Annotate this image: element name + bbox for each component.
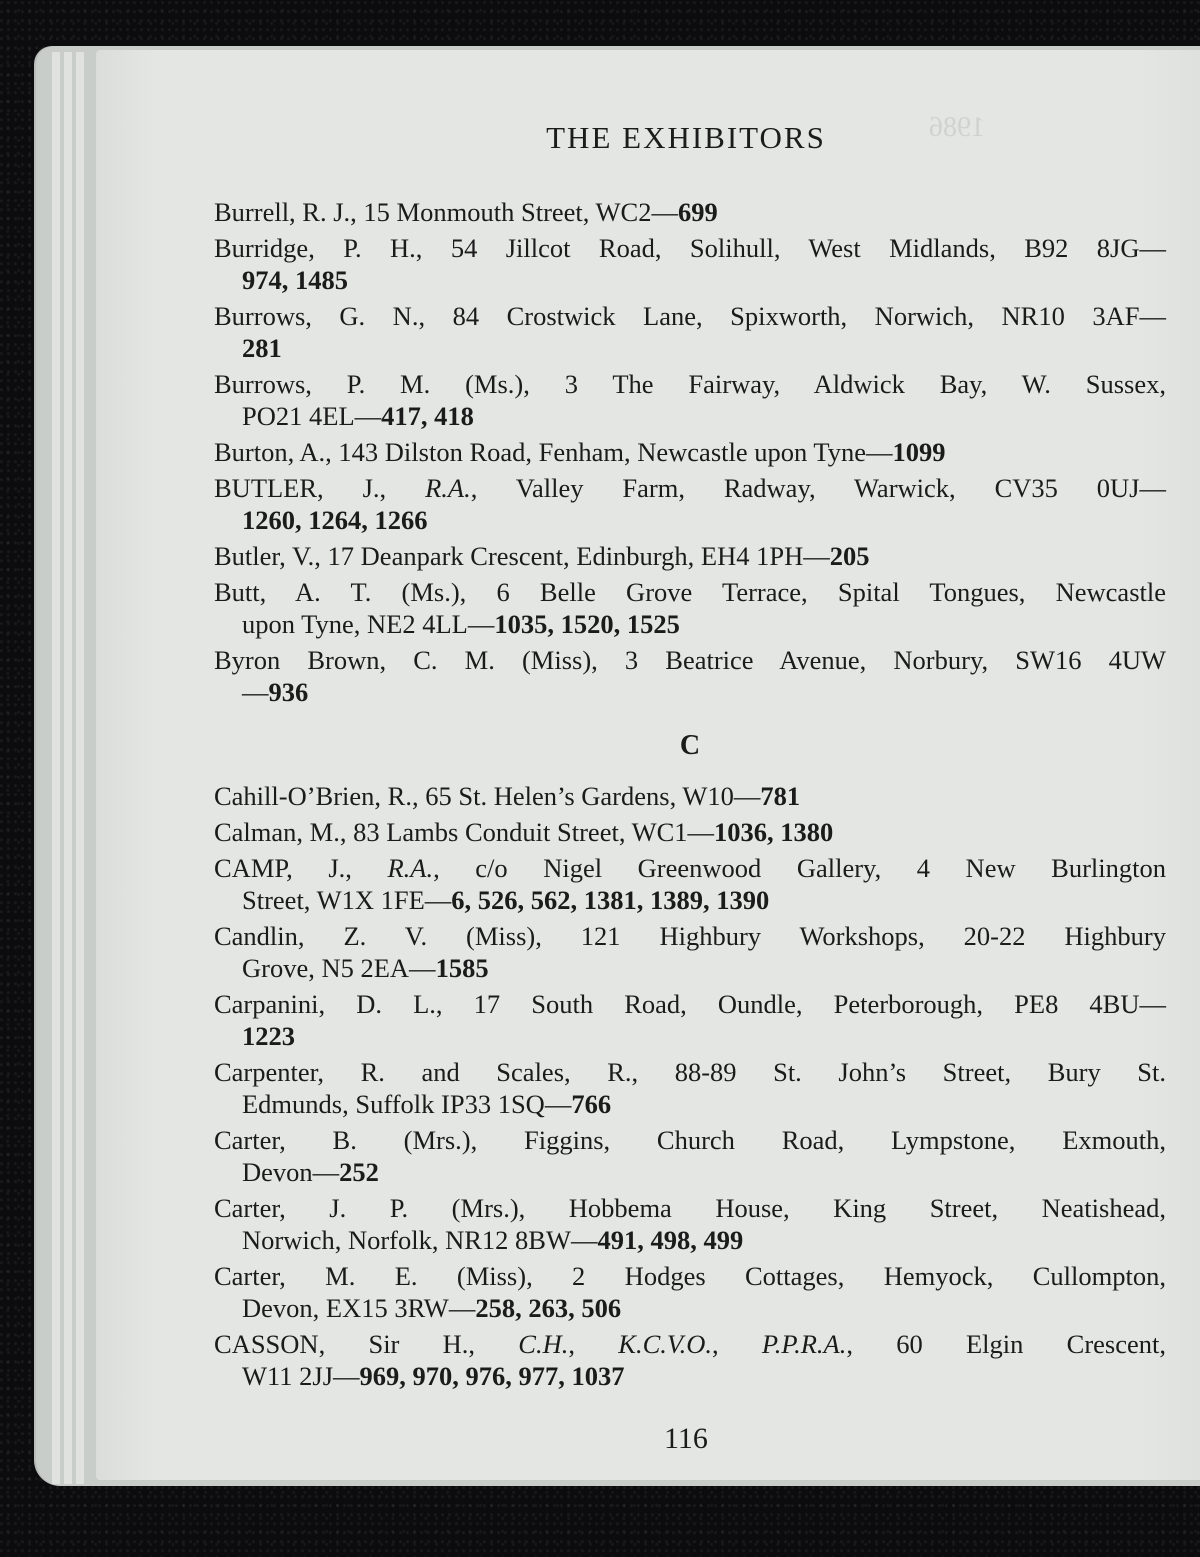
exhibit-numbers: 1223 [242, 1021, 295, 1051]
exhibitor-entry [214, 436, 1166, 468]
exhibit-numbers: 258, 263, 506 [475, 1293, 622, 1323]
show-through-folio: 1986 [929, 112, 985, 143]
entry-line [214, 608, 1166, 640]
exhibit-numbers: 252 [339, 1157, 379, 1187]
entry-line [214, 1328, 1166, 1360]
exhibitor-entry [214, 816, 1166, 848]
entry-line [214, 300, 1166, 332]
exhibitor-entry [214, 300, 1166, 364]
entry-line [214, 368, 1166, 400]
exhibitor-entry [214, 540, 1166, 572]
entry-address-text: Cahill-O’Brien, R., 65 St. Helen’s Gardens, W10— [214, 781, 761, 811]
exhibit-numbers: 936 [268, 677, 309, 707]
entry-address-text: Street, W1X 1FE— [242, 885, 452, 915]
entry-line [214, 1292, 1166, 1324]
entry-address-text: Byron Brown, C. M. (Miss), 3 Beatrice Avenue, Norbury, SW16 4UW [214, 645, 1166, 675]
entry-address-text: W11 2JJ— [242, 1361, 360, 1391]
entry-line [214, 816, 1166, 848]
entry-address-text: Norwich, Norfolk, NR12 8BW— [242, 1225, 598, 1255]
entry-address-text: Butler, V., 17 Deanpark Crescent, Edinburgh, EH4 1PH— [214, 541, 830, 571]
exhibit-numbers: 1099 [892, 437, 946, 467]
exhibitor-entry [214, 1328, 1166, 1392]
exhibit-numbers: 974, 1485 [242, 265, 348, 295]
entry-line [214, 1088, 1166, 1120]
entry-address-text: Burrows, G. N., 84 Crostwick Lane, Spixworth, Norwich, NR10 3AF— [214, 301, 1166, 331]
entry-line [214, 1156, 1166, 1188]
exhibit-numbers: 1036, 1380 [714, 817, 834, 847]
entry-line [214, 1260, 1166, 1292]
exhibit-numbers: 1260, 1264, 1266 [242, 505, 428, 535]
entry-address-text: Burton, A., 143 Dilston Road, Fenham, Newcastle upon Tyne— [214, 437, 893, 467]
exhibitor-entry [214, 232, 1166, 296]
entry-line [214, 472, 1166, 504]
exhibitor-entry [214, 196, 1166, 228]
entry-address-text: Candlin, Z. V. (Miss), 121 Highbury Workshops, 20-22 Highbury [214, 921, 1166, 951]
exhibitor-entry [214, 472, 1166, 536]
section-letter-c: C [679, 730, 701, 761]
exhibitor-entry [214, 920, 1166, 984]
entry-address-text: PO21 4EL— [242, 401, 382, 431]
exhibit-numbers: 781 [760, 781, 801, 811]
entry-line [214, 436, 1166, 468]
entry-address-text: Butt, A. T. (Ms.), 6 Belle Grove Terrace, Spital Tongues, Newcastle [214, 577, 1166, 607]
entry-line [214, 332, 1166, 364]
entry-line [214, 884, 1166, 916]
exhibitor-entry [214, 1124, 1166, 1188]
entry-line [214, 988, 1166, 1020]
entry-address-text: Carter, B. (Mrs.), Figgins, Church Road, Lympstone, Exmouth, [214, 1125, 1166, 1155]
entry-address-text: CAMP, J., R.A., c/o Nigel Greenwood Gallery, 4 New Burlington [214, 853, 1166, 883]
entry-address-text: Carter, M. E. (Miss), 2 Hodges Cottages, Hemyock, Cullompton, [214, 1261, 1166, 1291]
entry-line [214, 1056, 1166, 1088]
entry-address-text: Grove, N5 2EA— [242, 953, 436, 983]
entry-line [214, 264, 1166, 296]
entry-line [214, 400, 1166, 432]
exhibit-numbers: 205 [829, 541, 870, 571]
entry-address-text: Carter, J. P. (Mrs.), Hobbema House, King Street, Neatishead, [214, 1193, 1166, 1223]
entry-line [214, 1224, 1166, 1256]
exhibit-numbers: 766 [571, 1089, 612, 1119]
entry-line [214, 1124, 1166, 1156]
exhibitor-entry [214, 1192, 1166, 1256]
entry-address-text: Edmunds, Suffolk IP33 1SQ— [242, 1089, 572, 1119]
entry-address-text: Carpenter, R. and Scales, R., 88-89 St. John’s Street, Bury St. [214, 1057, 1166, 1087]
entry-line [214, 196, 1166, 228]
page-edge [64, 52, 72, 1484]
exhibit-numbers: 699 [677, 197, 718, 227]
entry-line [214, 504, 1166, 536]
exhibitor-list [214, 196, 1166, 1396]
exhibitor-entry [214, 988, 1166, 1052]
exhibit-numbers: 6, 526, 562, 1381, 1389, 1390 [451, 885, 770, 915]
entry-line [214, 232, 1166, 264]
exhibit-numbers: 281 [242, 333, 282, 363]
exhibitor-entry [214, 644, 1166, 708]
entry-address-text: Burrows, P. M. (Ms.), 3 The Fairway, Aldwick Bay, W. Sussex, [214, 369, 1166, 399]
running-head: THE EXHIBITORS [546, 120, 826, 155]
exhibit-numbers: 491, 498, 499 [597, 1225, 744, 1255]
exhibitor-entry [214, 576, 1166, 640]
page-edge [52, 52, 60, 1484]
entry-address-text: — [242, 677, 269, 707]
entry-address-text: Devon, EX15 3RW— [242, 1293, 476, 1323]
entry-address-text: CASSON, Sir H., C.H., K.C.V.O., P.P.R.A., 60 Elgin Crescent, [214, 1329, 1167, 1359]
entry-address-text: Devon— [242, 1157, 340, 1187]
entry-line [214, 920, 1166, 952]
exhibitor-entry [214, 1056, 1166, 1120]
page-edge [76, 52, 84, 1484]
entry-address-text: Burrell, R. J., 15 Monmouth Street, WC2— [214, 197, 678, 227]
exhibit-numbers: 1585 [435, 953, 489, 983]
book-page [96, 50, 1200, 1480]
entry-line [214, 1360, 1166, 1392]
entry-line [214, 576, 1166, 608]
exhibit-numbers: 969, 970, 976, 977, 1037 [359, 1361, 625, 1391]
exhibitor-entry [214, 852, 1166, 916]
exhibit-numbers: 417, 418 [381, 401, 474, 431]
exhibitor-entry [214, 1260, 1166, 1324]
entry-line [214, 952, 1166, 984]
entry-line [214, 540, 1166, 572]
entry-address-text: Calman, M., 83 Lambs Conduit Street, WC1— [214, 817, 715, 847]
exhibit-numbers: 1035, 1520, 1525 [494, 609, 680, 639]
entry-line [214, 780, 1166, 812]
entry-line [214, 1192, 1166, 1224]
entry-line [214, 852, 1166, 884]
entry-address-text: upon Tyne, NE2 4LL— [242, 609, 495, 639]
exhibitor-entry [214, 780, 1166, 812]
entry-line [214, 644, 1166, 676]
page-number: 116 [664, 1422, 708, 1455]
entry-line [214, 1020, 1166, 1052]
entry-line [214, 676, 1166, 708]
entry-address-text: BUTLER, J., R.A., Valley Farm, Radway, Warwick, CV35 0UJ— [214, 473, 1166, 503]
entry-address-text: Carpanini, D. L., 17 South Road, Oundle, Peterborough, PE8 4BU— [214, 989, 1166, 1019]
entry-address-text: Burridge, P. H., 54 Jillcot Road, Solihull, West Midlands, B92 8JG— [214, 233, 1166, 263]
exhibitor-entry [214, 368, 1166, 432]
